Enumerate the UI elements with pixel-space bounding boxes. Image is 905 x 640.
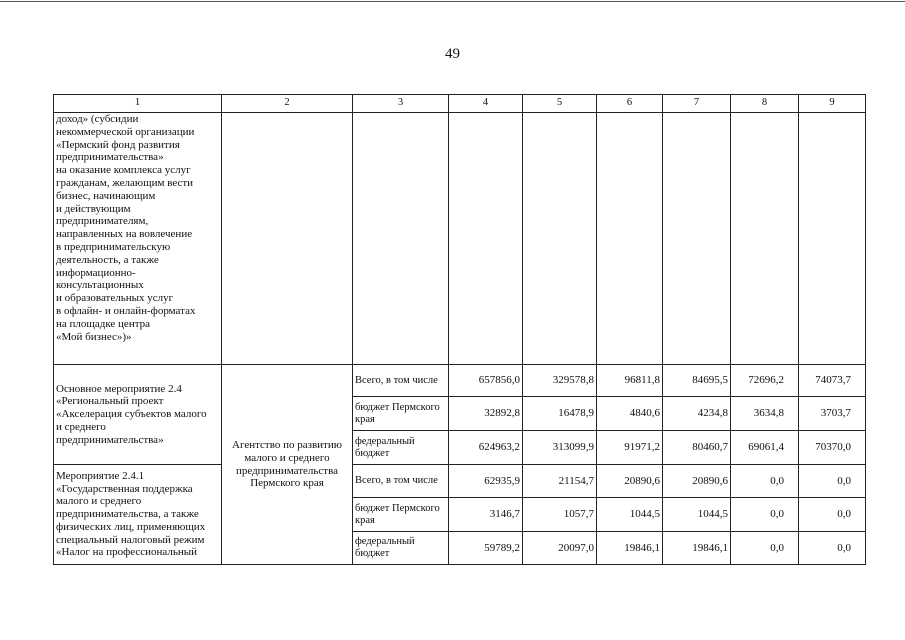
value-cell: 69061,4 [731,431,799,465]
column-header: 9 [799,95,866,113]
value-cell: 0,0 [799,532,866,565]
funding-source: Всего, в том числе [353,465,449,498]
value-cell: 1044,5 [597,498,663,532]
value-cell: 32892,8 [449,397,523,431]
value-cell: 20097,0 [523,532,597,565]
table-row [54,465,866,498]
value-cell: 4840,6 [597,397,663,431]
funding-source: бюджет Пермского края [353,397,449,431]
funding-source: бюджет Пермского края [353,498,449,532]
page-top-edge [0,1,905,2]
empty-cell [523,113,597,365]
value-cell: 19846,1 [597,532,663,565]
value-cell: 80460,7 [663,431,731,465]
program-funding-table [53,94,866,565]
empty-cell [663,113,731,365]
value-cell: 624963,2 [449,431,523,465]
empty-cell [799,113,866,365]
activity-description: Основное мероприятие 2.4 «Региональный проект «Акселерация субъектов малого и среднего предпринимательства» [54,365,222,465]
responsible-agency: Агентство по развитию малого и среднего предпринимательства Пермского края [222,365,353,565]
funding-source: федеральный бюджет [353,431,449,465]
value-cell: 0,0 [731,465,799,498]
funding-source: Всего, в том числе [353,365,449,397]
value-cell: 20890,6 [663,465,731,498]
empty-cell [731,113,799,365]
value-cell: 74073,7 [799,365,866,397]
page-number: 49 [445,46,460,62]
value-cell: 0,0 [731,532,799,565]
value-cell: 59789,2 [449,532,523,565]
value-cell: 3634,8 [731,397,799,431]
value-cell: 3146,7 [449,498,523,532]
value-cell: 0,0 [731,498,799,532]
continued-description: доход» (субсидии некоммерческой организации «Пермский фонд развития предпринимательства» на оказание комплекса услуг гражданам, желающим вести бизнес, начинающим и действующим предпринимателям, направленных на вовлечение в предпринимательскую деятельность, а также информационно- консультационных и образовательных услуг в офлайн- и онлайн-форматах на площадке центра «Мой бизнес»)» [54,113,222,365]
column-header: 1 [54,95,222,113]
value-cell: 657856,0 [449,365,523,397]
column-header: 5 [523,95,597,113]
empty-cell [597,113,663,365]
column-header: 7 [663,95,731,113]
value-cell: 0,0 [799,498,866,532]
empty-cell [222,113,353,365]
value-cell: 1044,5 [663,498,731,532]
value-cell: 313099,9 [523,431,597,465]
column-header: 8 [731,95,799,113]
empty-cell [353,113,449,365]
table-row [54,365,866,397]
value-cell: 20890,6 [597,465,663,498]
value-cell: 70370,0 [799,431,866,465]
value-cell: 72696,2 [731,365,799,397]
value-cell: 0,0 [799,465,866,498]
column-header: 4 [449,95,523,113]
value-cell: 21154,7 [523,465,597,498]
value-cell: 91971,2 [597,431,663,465]
value-cell: 96811,8 [597,365,663,397]
value-cell: 84695,5 [663,365,731,397]
value-cell: 1057,7 [523,498,597,532]
value-cell: 4234,8 [663,397,731,431]
empty-cell [449,113,523,365]
value-cell: 19846,1 [663,532,731,565]
column-header: 6 [597,95,663,113]
column-header: 3 [353,95,449,113]
column-header: 2 [222,95,353,113]
column-number-row [54,95,866,113]
value-cell: 62935,9 [449,465,523,498]
value-cell: 16478,9 [523,397,597,431]
funding-source: федеральный бюджет [353,532,449,565]
value-cell: 329578,8 [523,365,597,397]
activity-description: Мероприятие 2.4.1 «Государственная поддержка малого и среднего предпринимательства, а также физических лиц, применяющих специальный налоговый режим «Налог на профессиональный [54,465,222,565]
value-cell: 3703,7 [799,397,866,431]
continued-row [54,113,866,365]
